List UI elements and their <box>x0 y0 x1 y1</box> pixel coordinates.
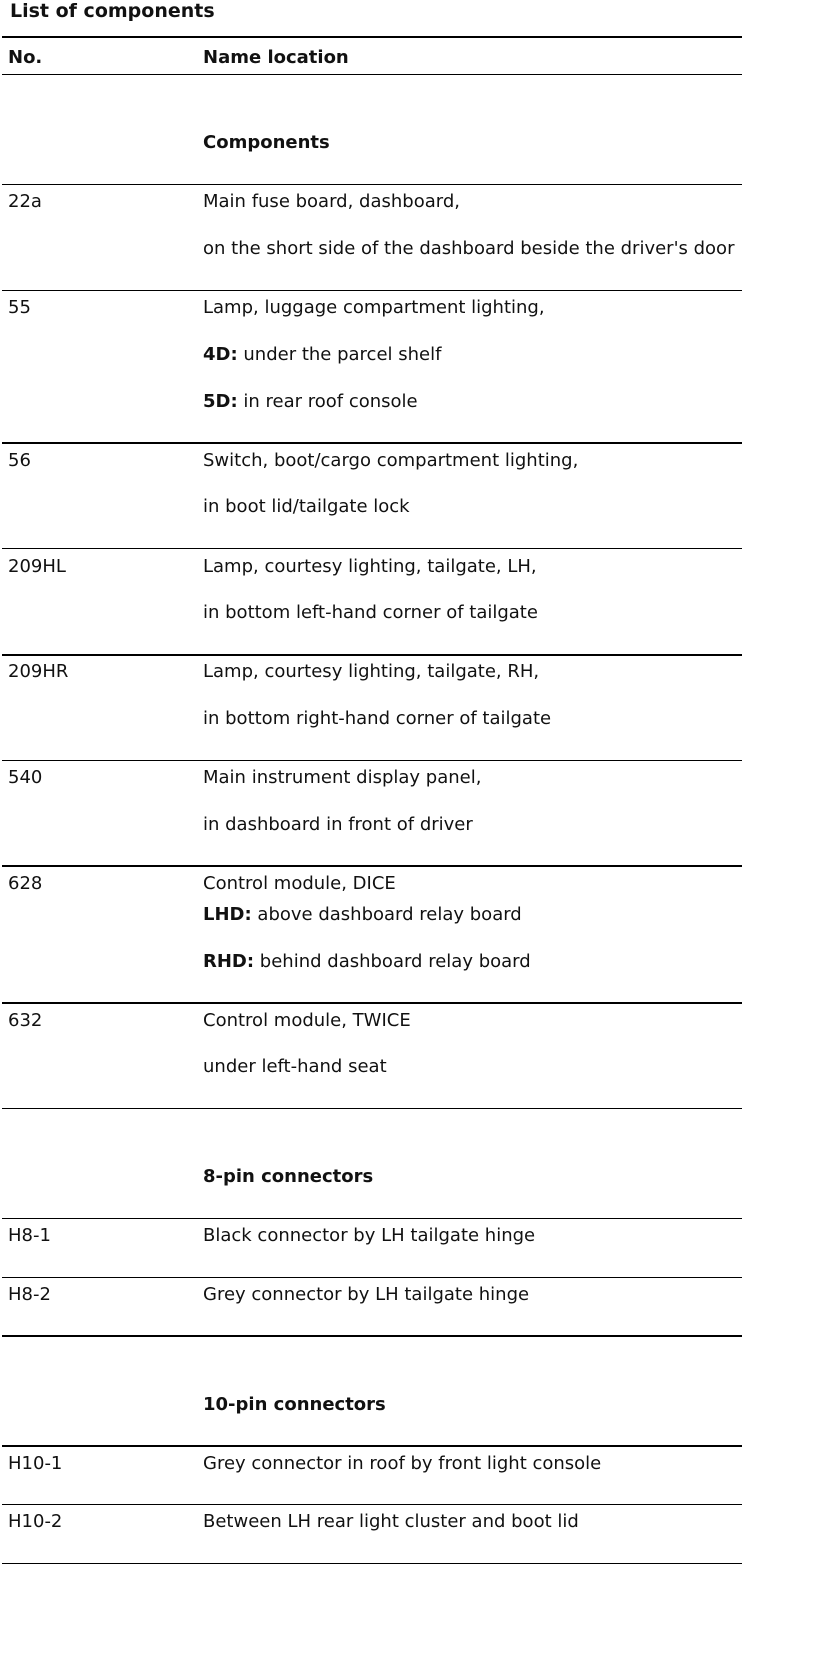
row-number: 632 <box>8 1010 43 1031</box>
row-number: H8-2 <box>8 1284 51 1305</box>
row-divider <box>2 1445 742 1447</box>
table-top-rule <box>2 36 742 38</box>
row-divider <box>2 1218 742 1219</box>
row-divider <box>2 548 742 549</box>
row-divider <box>2 442 742 444</box>
row-divider <box>2 865 742 867</box>
row-name: Main instrument display panel, <box>203 767 482 788</box>
row-divider <box>2 1108 742 1109</box>
variant-label: 4D: <box>203 344 238 365</box>
table-bottom-rule <box>2 1563 742 1564</box>
row-number: H10-2 <box>8 1511 63 1532</box>
row-location-rhd <box>203 952 531 972</box>
row-name: Lamp, luggage compartment lighting, <box>203 297 545 318</box>
variant-location: in rear roof console <box>237 391 418 412</box>
row-number: 55 <box>8 297 31 318</box>
row-divider <box>2 654 742 656</box>
row-number: 22a <box>8 191 42 212</box>
row-name: Between LH rear light cluster and boot lid <box>203 1511 579 1532</box>
row-name: Lamp, courtesy lighting, tailgate, LH, <box>203 556 537 577</box>
section-heading-8-pin: 8-pin connectors <box>203 1166 374 1187</box>
row-name: Control module, DICE <box>203 873 396 894</box>
variant-location: behind dashboard relay board <box>254 951 531 972</box>
section-heading-10-pin: 10-pin connectors <box>203 1394 386 1415</box>
row-location: on the short side of the dashboard beside the driver's door <box>203 238 735 259</box>
row-number: H10-1 <box>8 1453 63 1474</box>
variant-label: RHD: <box>203 951 255 972</box>
section-heading-components: Components <box>203 132 330 153</box>
row-divider <box>2 290 742 291</box>
row-number: 209HL <box>8 556 66 577</box>
variant-location: under the parcel shelf <box>237 344 442 365</box>
row-divider <box>2 1335 742 1337</box>
row-location: in bottom right-hand corner of tailgate <box>203 708 552 729</box>
row-name: Grey connector in roof by front light console <box>203 1453 602 1474</box>
row-location-5d <box>203 392 418 412</box>
header-no: No. <box>8 47 43 68</box>
row-number: 628 <box>8 873 43 894</box>
row-divider <box>2 1504 742 1505</box>
row-location: under left-hand seat <box>203 1056 387 1077</box>
row-name: Switch, boot/cargo compartment lighting, <box>203 450 579 471</box>
row-name: Main fuse board, dashboard, <box>203 191 460 212</box>
row-number: 209HR <box>8 661 69 682</box>
row-name: Lamp, courtesy lighting, tailgate, RH, <box>203 661 540 682</box>
row-name: Grey connector by LH tailgate hinge <box>203 1284 530 1305</box>
header-name-location: Name location <box>203 47 349 68</box>
row-divider <box>2 1002 742 1004</box>
header-rule <box>2 74 742 75</box>
row-location-lhd <box>203 905 522 925</box>
row-divider <box>2 760 742 761</box>
row-number: 540 <box>8 767 43 788</box>
row-name: Control module, TWICE <box>203 1010 411 1031</box>
page-title: List of components <box>10 0 215 22</box>
row-location: in bottom left-hand corner of tailgate <box>203 602 538 623</box>
variant-location: above dashboard relay board <box>251 904 522 925</box>
row-divider <box>2 1277 742 1278</box>
row-location: in boot lid/tailgate lock <box>203 496 410 517</box>
variant-label: 5D: <box>203 391 238 412</box>
row-location-4d <box>203 345 441 365</box>
row-number: H8-1 <box>8 1225 51 1246</box>
row-number: 56 <box>8 450 31 471</box>
variant-label: LHD: <box>203 904 252 925</box>
row-divider <box>2 184 742 185</box>
row-name: Black connector by LH tailgate hinge <box>203 1225 536 1246</box>
row-location: in dashboard in front of driver <box>203 814 473 835</box>
